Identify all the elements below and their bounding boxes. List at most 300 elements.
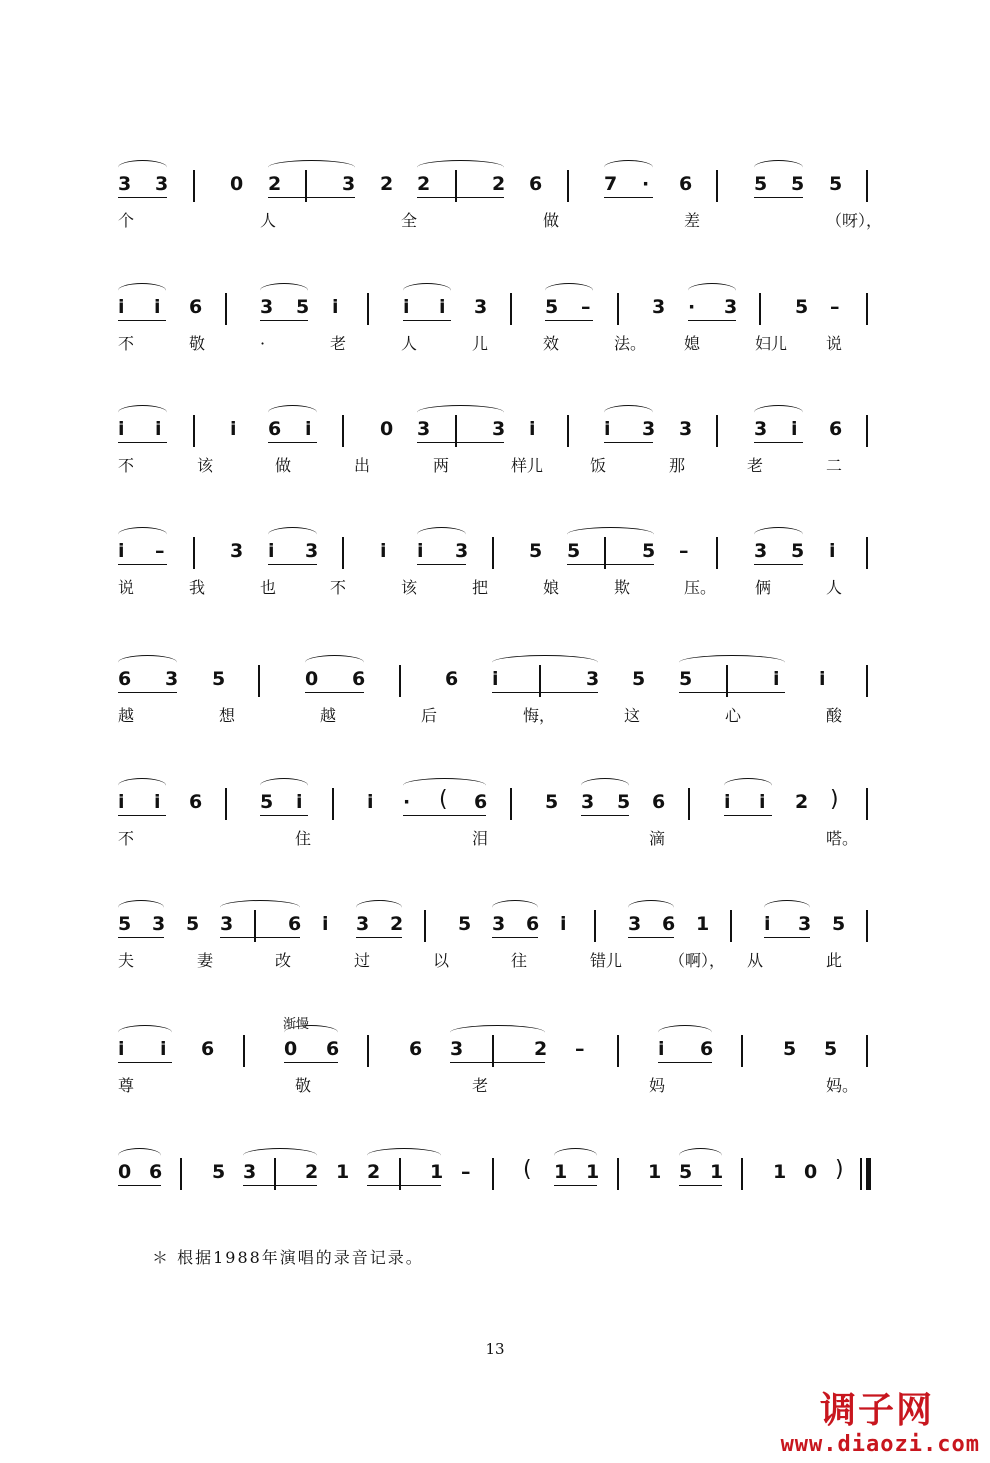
lyrics-line	[0, 1188, 990, 1218]
note: 5	[545, 791, 559, 813]
bar-line	[180, 1158, 182, 1190]
lyric-syllable: 该	[197, 456, 214, 475]
note: 6	[201, 1038, 215, 1060]
duration-underline	[688, 320, 736, 321]
slur-mark	[118, 1025, 172, 1040]
note: 6	[662, 913, 676, 935]
lyric-syllable: 人	[826, 578, 843, 597]
note: 5	[783, 1038, 797, 1060]
note: 0	[804, 1161, 818, 1183]
note: 3	[230, 540, 244, 562]
duration-underline	[658, 1062, 712, 1063]
lyric-syllable: 人	[260, 211, 277, 230]
parenthesis: (	[523, 1157, 532, 1182]
lyric-syllable: 个	[118, 211, 135, 230]
bar-line	[866, 415, 868, 447]
slur-mark	[628, 900, 674, 915]
note: 6	[652, 791, 666, 813]
lyric-syllable: 心	[725, 706, 742, 725]
note: 5	[458, 913, 472, 935]
dash-extension: –	[830, 296, 840, 318]
note: 1	[586, 1161, 600, 1183]
slur-mark	[260, 778, 308, 793]
lyric-syllable: 不	[118, 829, 135, 848]
duration-underline	[118, 320, 166, 321]
bar-line	[759, 293, 761, 325]
lyric-syllable: 压。	[684, 578, 717, 597]
slur-mark	[243, 1148, 317, 1163]
bar-line	[866, 1035, 868, 1067]
slur-mark	[260, 283, 308, 298]
note: 6	[529, 173, 543, 195]
note: i	[439, 296, 446, 318]
note: 3	[118, 173, 132, 195]
note: i	[791, 418, 798, 440]
note: i	[724, 791, 731, 813]
bar-line	[492, 1158, 494, 1190]
note: 0	[380, 418, 394, 440]
note: 5	[791, 540, 805, 562]
note: 3	[754, 540, 768, 562]
lyric-syllable: 说	[826, 334, 843, 353]
note: 2	[268, 173, 282, 195]
note: 5	[617, 791, 631, 813]
note: 6	[700, 1038, 714, 1060]
lyric-syllable: 过	[354, 951, 371, 970]
note: i	[332, 296, 339, 318]
lyrics-line	[0, 818, 990, 848]
score-system	[0, 160, 990, 270]
bar-line	[617, 1158, 619, 1190]
duration-underline	[764, 937, 810, 938]
duration-underline	[628, 937, 674, 938]
note: 3	[305, 540, 319, 562]
dot-extension: ·	[403, 791, 411, 813]
slur-mark	[220, 900, 300, 915]
slur-mark	[679, 1148, 722, 1163]
slur-mark	[403, 778, 486, 793]
bar-line	[866, 665, 868, 697]
note: i	[155, 418, 162, 440]
slur-mark	[658, 1025, 712, 1040]
duration-underline	[417, 442, 504, 443]
slur-mark	[754, 405, 803, 420]
slur-mark	[492, 900, 538, 915]
lyric-syllable: 妇儿	[755, 334, 788, 353]
bar-line	[594, 910, 596, 942]
dash-extension: –	[679, 540, 689, 562]
note: i	[154, 791, 161, 813]
duration-underline	[118, 815, 166, 816]
lyric-syllable: 那	[669, 456, 686, 475]
bar-line	[367, 1035, 369, 1067]
lyric-syllable: 儿	[472, 334, 489, 353]
duration-underline	[220, 937, 300, 938]
note: 1	[773, 1161, 787, 1183]
lyric-syllable: 出	[354, 456, 371, 475]
lyric-syllable: 不	[118, 334, 135, 353]
duration-underline	[268, 564, 317, 565]
lyric-syllable: 老	[472, 1076, 489, 1095]
duration-underline	[118, 564, 167, 565]
watermark-logo: 调子网	[819, 1390, 934, 1431]
note: 5	[212, 1161, 226, 1183]
slur-mark	[118, 160, 167, 175]
slur-mark	[724, 778, 772, 793]
note: 5	[679, 668, 693, 690]
note: 2	[492, 173, 506, 195]
bar-line	[367, 293, 369, 325]
note: 3	[155, 173, 169, 195]
duration-underline	[118, 442, 167, 443]
bar-line	[243, 1035, 245, 1067]
note: i	[560, 913, 567, 935]
note: 3	[492, 913, 506, 935]
note: 3	[450, 1038, 464, 1060]
note: 5	[632, 668, 646, 690]
lyric-syllable: 说	[118, 578, 135, 597]
lyrics-line	[0, 940, 990, 970]
slur-mark	[679, 655, 785, 670]
note: i	[230, 418, 237, 440]
lyric-syllable: 敬	[295, 1076, 312, 1095]
duration-underline	[754, 564, 803, 565]
slur-mark	[118, 778, 166, 793]
note: i	[403, 296, 410, 318]
note: i	[829, 540, 836, 562]
lyrics-line	[0, 1065, 990, 1095]
lyric-syllable: 老	[747, 456, 764, 475]
duration-underline	[417, 197, 504, 198]
note: 6	[118, 668, 132, 690]
bar-line	[716, 537, 718, 569]
lyric-syllable: 娘	[543, 578, 560, 597]
lyric-syllable: 不	[330, 578, 347, 597]
note: 5	[791, 173, 805, 195]
note: 3	[586, 668, 600, 690]
duration-underline	[268, 442, 317, 443]
bar-line	[567, 170, 569, 202]
duration-underline	[679, 692, 785, 693]
lyric-syllable: 泪	[472, 829, 489, 848]
lyric-syllable: 敬	[189, 334, 206, 353]
note: 3	[474, 296, 488, 318]
note: i	[322, 913, 329, 935]
score-system	[0, 283, 990, 393]
lyric-syllable: 越	[118, 706, 135, 725]
note: 2	[305, 1161, 319, 1183]
bar-line	[617, 1035, 619, 1067]
note: i	[118, 1038, 125, 1060]
bar-line	[193, 537, 195, 569]
lyric-syllable: 此	[826, 951, 843, 970]
note: 3	[455, 540, 469, 562]
lyric-syllable: ·	[260, 334, 266, 353]
note: i	[417, 540, 424, 562]
note: 2	[534, 1038, 548, 1060]
note: 6	[288, 913, 302, 935]
lyric-syllable: 法。	[614, 334, 647, 353]
duration-underline	[356, 937, 402, 938]
duration-underline	[554, 1185, 597, 1186]
duration-underline	[260, 815, 308, 816]
lyric-syllable: 全	[401, 211, 418, 230]
note: 3	[642, 418, 656, 440]
duration-underline	[118, 937, 164, 938]
note: 3	[356, 913, 370, 935]
lyric-syllable: 妈。	[826, 1076, 859, 1095]
lyric-syllable: 欺	[614, 578, 631, 597]
bar-line	[193, 170, 195, 202]
lyric-syllable: 效	[543, 334, 560, 353]
lyric-syllable: 悔，	[523, 706, 556, 725]
lyric-syllable: 后	[421, 706, 438, 725]
note: i	[118, 540, 125, 562]
note: 6	[445, 668, 459, 690]
slur-mark	[764, 900, 810, 915]
note: 6	[189, 296, 203, 318]
bar-line	[424, 910, 426, 942]
score-system	[0, 1017, 990, 1135]
lyric-syllable: 尊	[118, 1076, 135, 1095]
slur-mark	[268, 405, 317, 420]
duration-underline	[567, 564, 654, 565]
note: 5	[829, 173, 843, 195]
bar-line	[399, 665, 401, 697]
dash-extension: –	[155, 540, 165, 562]
note: 5	[118, 913, 132, 935]
watermark-url: www.diaozi.com	[780, 1432, 980, 1457]
bar-line	[342, 537, 344, 569]
duration-underline	[492, 937, 538, 938]
slur-mark	[554, 1148, 597, 1163]
slur-mark	[450, 1025, 545, 1040]
lyrics-line	[0, 200, 990, 230]
note: 0	[305, 668, 319, 690]
slur-mark	[492, 655, 598, 670]
note: 1	[648, 1161, 662, 1183]
note: 2	[417, 173, 431, 195]
bar-line	[617, 293, 619, 325]
lyric-syllable: 住	[295, 829, 312, 848]
bar-line	[866, 293, 868, 325]
dash-extension: –	[581, 296, 591, 318]
note: 3	[492, 418, 506, 440]
lyric-syllable: （呀），	[826, 211, 883, 230]
duration-underline	[118, 692, 177, 693]
note: 2	[380, 173, 394, 195]
lyric-syllable: 老	[330, 334, 347, 353]
lyric-syllable: 错儿	[590, 951, 623, 970]
note: 6	[189, 791, 203, 813]
bar-line	[225, 788, 227, 820]
lyric-syllable: 该	[401, 578, 418, 597]
note: 1	[336, 1161, 350, 1183]
lyrics-line	[0, 323, 990, 353]
note: 5	[545, 296, 559, 318]
bar-line	[688, 788, 690, 820]
duration-underline	[118, 197, 167, 198]
bar-line	[567, 415, 569, 447]
slur-mark	[118, 283, 166, 298]
bar-line	[866, 170, 868, 202]
bar-line	[510, 788, 512, 820]
note: 3	[243, 1161, 257, 1183]
note: 6	[326, 1038, 340, 1060]
duration-underline	[581, 815, 629, 816]
note: 3	[417, 418, 431, 440]
note: i	[305, 418, 312, 440]
parenthesis: )	[830, 787, 839, 812]
lyrics-line	[0, 567, 990, 597]
slur-mark	[754, 160, 803, 175]
duration-underline	[754, 197, 803, 198]
note: i	[819, 668, 826, 690]
note: 5	[754, 173, 768, 195]
note: 5	[186, 913, 200, 935]
bar-line	[225, 293, 227, 325]
note: 6	[679, 173, 693, 195]
note: i	[658, 1038, 665, 1060]
bar-line	[741, 1158, 743, 1190]
note: 3	[165, 668, 179, 690]
note: i	[268, 540, 275, 562]
bar-line	[258, 665, 260, 697]
slur-mark	[305, 655, 364, 670]
note: 2	[795, 791, 809, 813]
duration-underline	[403, 815, 486, 816]
lyric-syllable: 这	[624, 706, 641, 725]
note: 6	[268, 418, 282, 440]
note: 5	[296, 296, 310, 318]
slur-mark	[403, 283, 451, 298]
slur-mark	[688, 283, 736, 298]
note: i	[759, 791, 766, 813]
bar-line	[866, 788, 868, 820]
note: 6	[526, 913, 540, 935]
lyric-syllable: 从	[747, 951, 764, 970]
note: 3	[152, 913, 166, 935]
note: i	[380, 540, 387, 562]
score-system	[0, 778, 990, 888]
note: 5	[529, 540, 543, 562]
lyric-syllable: 媳	[684, 334, 701, 353]
note: 5	[795, 296, 809, 318]
score-system	[0, 1148, 990, 1258]
bar-line	[193, 415, 195, 447]
bar-line	[741, 1035, 743, 1067]
lyric-syllable: 差	[684, 211, 701, 230]
duration-underline	[260, 320, 308, 321]
note: 1	[696, 913, 710, 935]
note: i	[118, 296, 125, 318]
note: i	[154, 296, 161, 318]
lyric-syllable: 往	[511, 951, 528, 970]
footnote: ＊ 根据1988年演唱的录音记录。	[152, 1248, 424, 1267]
note: 0	[118, 1161, 132, 1183]
duration-underline	[679, 1185, 722, 1186]
lyric-syllable: 妻	[197, 951, 214, 970]
note: 3	[342, 173, 356, 195]
note: 1	[554, 1161, 568, 1183]
slur-mark	[118, 405, 167, 420]
bar-line	[716, 170, 718, 202]
note: 3	[260, 296, 274, 318]
note: 6	[409, 1038, 423, 1060]
lyrics-line	[0, 695, 990, 725]
note: 3	[652, 296, 666, 318]
note: 5	[679, 1161, 693, 1183]
lyric-syllable: 人	[401, 334, 418, 353]
lyric-syllable: 也	[260, 578, 277, 597]
note: 3	[679, 418, 693, 440]
slur-mark	[581, 778, 629, 793]
tempo-annotation: 渐慢	[283, 1017, 310, 1032]
lyric-syllable: 做	[275, 456, 292, 475]
lyric-syllable: 越	[320, 706, 337, 725]
note: i	[118, 418, 125, 440]
note: 5	[642, 540, 656, 562]
note: 5	[824, 1038, 838, 1060]
note: 5	[832, 913, 846, 935]
score-system	[0, 405, 990, 515]
note: 0	[230, 173, 244, 195]
note: 1	[430, 1161, 444, 1183]
lyric-syllable: 二	[826, 456, 843, 475]
duration-underline	[118, 1062, 172, 1063]
duration-underline	[545, 320, 593, 321]
lyric-syllable: 饭	[590, 456, 607, 475]
slur-mark	[268, 527, 317, 542]
note: 3	[581, 791, 595, 813]
duration-underline	[403, 320, 451, 321]
slur-mark	[604, 160, 653, 175]
slur-mark	[417, 527, 466, 542]
duration-underline	[243, 1185, 317, 1186]
score-system	[0, 900, 990, 1010]
lyric-syllable: 做	[543, 211, 560, 230]
note: 6	[829, 418, 843, 440]
bar-line	[730, 910, 732, 942]
duration-underline	[604, 442, 653, 443]
duration-underline	[724, 815, 772, 816]
bar-line	[866, 537, 868, 569]
final-bar-line	[866, 1158, 871, 1190]
score-system	[0, 527, 990, 637]
note: 5	[567, 540, 581, 562]
lyric-syllable: 把	[472, 578, 489, 597]
note: i	[367, 791, 374, 813]
lyric-syllable: 夫	[118, 951, 135, 970]
slur-mark	[118, 527, 167, 542]
lyric-syllable: 嗒。	[826, 829, 859, 848]
note: 3	[628, 913, 642, 935]
slur-mark	[356, 900, 402, 915]
note: 6	[474, 791, 488, 813]
score-system	[0, 655, 990, 765]
note: 6	[149, 1161, 163, 1183]
note: 2	[390, 913, 404, 935]
lyric-syllable: 改	[275, 951, 292, 970]
duration-underline	[284, 1062, 338, 1063]
note: i	[604, 418, 611, 440]
bar-line	[716, 415, 718, 447]
duration-underline	[268, 197, 355, 198]
slur-mark	[367, 1148, 441, 1163]
duration-underline	[450, 1062, 545, 1063]
note: i	[160, 1038, 167, 1060]
parenthesis: (	[439, 787, 448, 812]
